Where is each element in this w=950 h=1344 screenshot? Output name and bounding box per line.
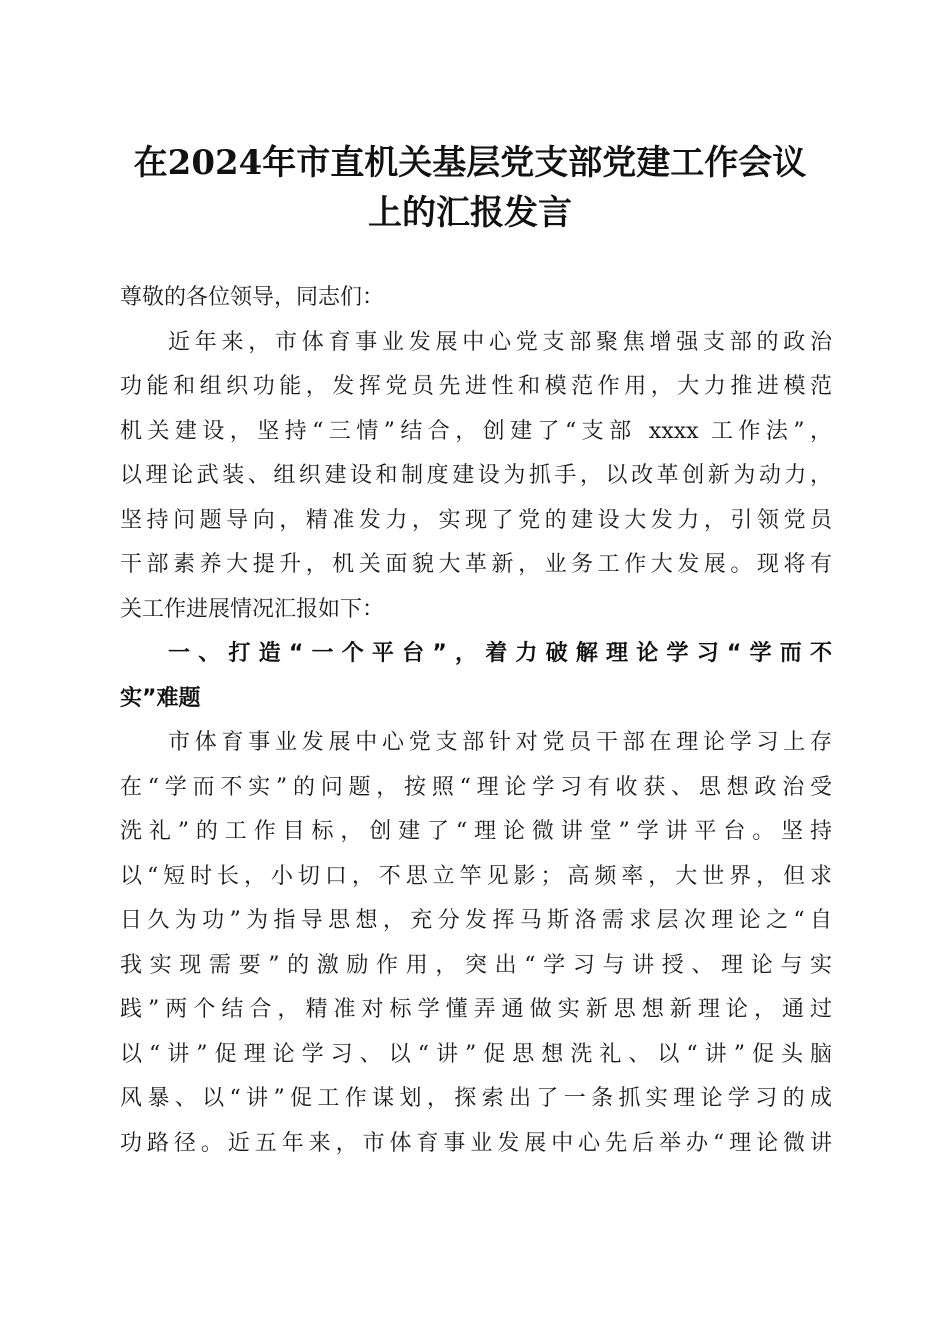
paragraph-line: 风暴、以“讲”促工作谋划，探索出了一条抓实理论学习的成 (120, 1086, 832, 1111)
paragraph-line: 在“学而不实”的问题，按照“理论学习有收获、思想政治受 (120, 774, 832, 800)
paragraph-line: 以“讲”促理论学习、以“讲”促思想洗礼、以“讲”促头脑 (120, 1041, 832, 1067)
paragraph-line: 以理论武装、组织建设和制度建设为抓手，以改革创新为动力， (120, 463, 832, 488)
paragraph-line: 市体育事业发展中心党支部针对党员干部在理论学习上存 (168, 730, 832, 755)
paragraph-line: 近年来，市体育事业发展中心党支部聚焦增强支部的政治 (168, 329, 832, 355)
paragraph-line: 功能和组织功能，发挥党员先进性和模范作用，大力推进模范 (120, 374, 832, 399)
title-line: 上的汇报发言 (368, 193, 572, 233)
section-heading (120, 632, 832, 721)
salutation: 尊敬的各位领导，同志们： (120, 285, 385, 310)
document-body (120, 276, 832, 1166)
paragraph-line: 日久为功”为指导思想，充分发挥马斯洛需求层次理论之“自 (120, 908, 832, 933)
title-line: 在2024年市直机关基层党支部党建工作会议 (133, 143, 807, 183)
paragraph-line: 坚持问题导向，精准发力，实现了党的建设大发力，引领党员 (120, 507, 832, 533)
paragraph-line: 干部素养大提升，机关面貌大革新，业务工作大发展。现将有 (120, 552, 832, 577)
paragraph-line: 关工作进展情况汇报如下： (120, 596, 385, 622)
paragraph-line: 功路径。近五年来，市体育事业发展中心先后举办“理论微讲 (120, 1130, 832, 1156)
paragraph-line: 我实现需要”的激励作用，突出“学习与讲授、理论与实 (120, 952, 832, 978)
paragraph-line: 以“短时长，小切口，不思立竿见影；高频率，大世界，但求 (120, 863, 832, 889)
paragraph-intro (120, 321, 832, 633)
paragraph-line: 洗礼”的工作目标，创建了“理论微讲堂”学讲平台。坚持 (120, 819, 832, 844)
document-title (100, 138, 840, 238)
heading-line: 实”难题 (120, 685, 201, 711)
paragraph-section1 (120, 721, 832, 1166)
paragraph-line: 机关建设，坚持“三情”结合，创建了“支部 xxxx 工作法”， (120, 418, 832, 444)
paragraph-line: 践”两个结合，精准对标学懂弄通做实新思想新理论，通过 (120, 997, 832, 1022)
heading-line: 一、打造“一个平台”，着力破解理论学习“学而不 (168, 641, 832, 666)
